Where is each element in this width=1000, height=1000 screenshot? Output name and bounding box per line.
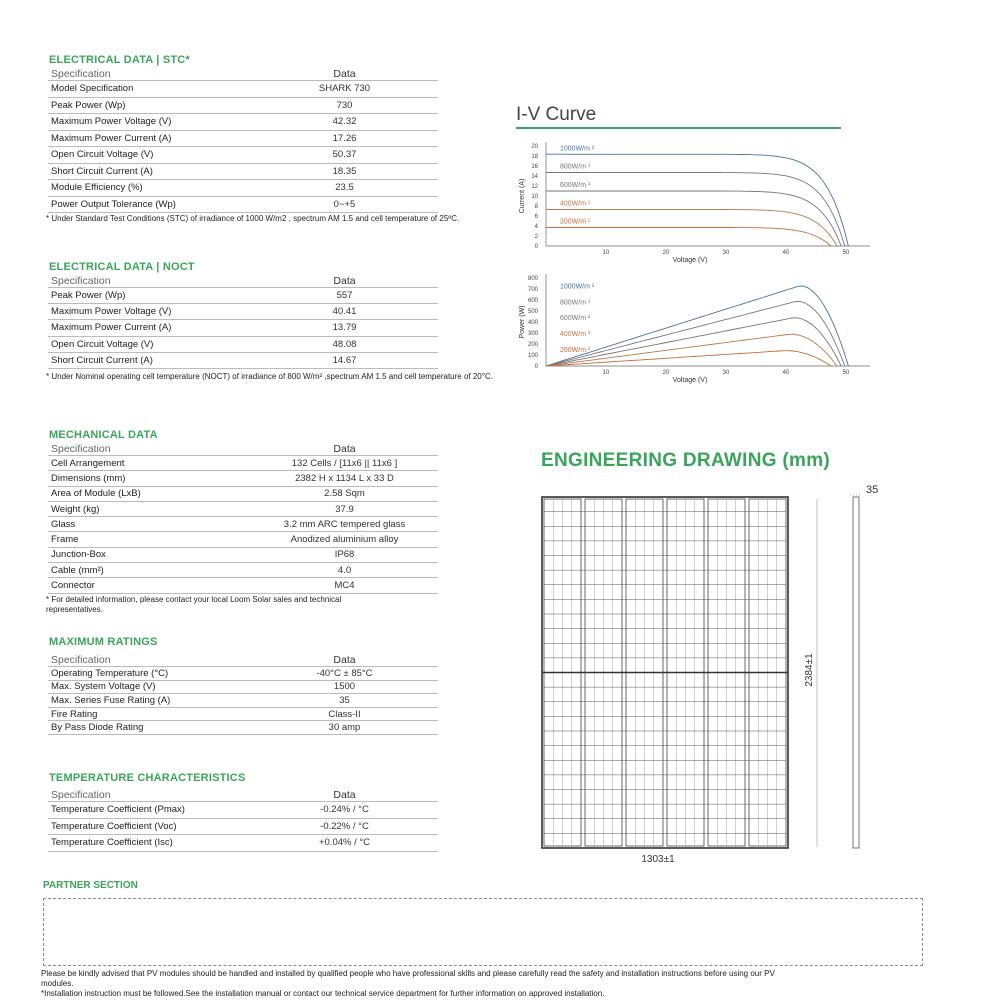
maxr-title: MAXIMUM RATINGS <box>49 636 158 648</box>
data-cell: 1500 <box>333 681 356 693</box>
spec-cell: Temperature Coefficient (Voc) <box>51 820 177 832</box>
noct-title: ELECTRICAL DATA | NOCT <box>49 261 195 273</box>
table-row <box>48 337 438 353</box>
table-row <box>48 517 438 532</box>
spec-cell: Module Efficiency (%) <box>51 182 143 194</box>
y-tick-label: 2 <box>534 234 538 240</box>
y-tick-label: 18 <box>531 154 538 160</box>
spec-cell: Cell Arrangement <box>51 457 125 469</box>
table-row <box>48 81 438 98</box>
series-label: 400W/m ² <box>560 200 591 208</box>
spec-header: Specification <box>51 654 111 666</box>
width-dimension: 1303±1 <box>641 854 675 865</box>
data-header: Data <box>333 443 356 455</box>
temp-table <box>48 787 438 852</box>
data-cell: 23.5 <box>335 182 354 194</box>
table-row <box>48 681 438 695</box>
x-tick-label: 30 <box>722 370 730 376</box>
table-row <box>48 694 438 708</box>
data-cell: -0.24% / °C <box>320 804 369 816</box>
table-row <box>48 304 438 320</box>
title-underline <box>516 127 841 129</box>
data-cell: 730 <box>336 99 353 111</box>
spec-cell: Temperature Coefficient (Isc) <box>51 837 173 849</box>
data-header: Data <box>333 789 356 801</box>
spec-cell: Weight (kg) <box>51 503 100 515</box>
x-tick-label: 50 <box>842 250 850 256</box>
table-row <box>48 667 438 681</box>
table-row <box>48 320 438 336</box>
spec-cell: Peak Power (Wp) <box>51 99 126 111</box>
spec-cell: Short Circuit Current (A) <box>51 354 153 366</box>
data-cell: -0.22% / °C <box>320 820 369 832</box>
data-cell: 4.0 <box>337 564 352 576</box>
spec-cell: Temperature Coefficient (Pmax) <box>51 804 185 816</box>
spec-cell: Peak Power (Wp) <box>51 290 126 302</box>
spec-cell: Maximum Power Voltage (V) <box>51 306 172 318</box>
y-tick-label: 500 <box>527 309 538 315</box>
table-row <box>48 471 438 486</box>
data-cell: MC4 <box>334 580 355 592</box>
table-row <box>48 835 438 852</box>
data-cell: 48.08 <box>332 338 357 350</box>
data-cell: 40.41 <box>332 306 357 318</box>
footer-instruction: *Installation instruction must be followed.See the installation manual or contact our technical service department for further information on approved installation. <box>41 989 605 998</box>
spec-cell: Open Circuit Voltage (V) <box>51 338 154 350</box>
y-tick-label: 0 <box>534 244 538 250</box>
y-tick-label: 16 <box>531 164 538 170</box>
table-row <box>48 98 438 115</box>
x-tick-label: 30 <box>722 250 730 256</box>
series-label: 600W/m ² <box>560 182 591 189</box>
stc-title: ELECTRICAL DATA | STC* <box>49 54 190 66</box>
x-axis-label: Voltage (V) <box>672 377 708 384</box>
y-tick-label: 0 <box>534 364 538 370</box>
spec-cell: Short Circuit Current (A) <box>51 165 153 177</box>
stc-table <box>48 66 438 213</box>
engineering-drawing <box>530 480 910 870</box>
y-axis-label: Current (A) <box>519 178 526 214</box>
x-tick-label: 10 <box>602 370 610 376</box>
series-label: 400W/m ² <box>560 331 591 339</box>
y-tick-label: 600 <box>527 298 538 304</box>
data-cell: SHARK 730 <box>318 83 371 95</box>
series-label: 1000W/m ² <box>560 145 595 153</box>
data-cell: 50.37 <box>332 149 357 161</box>
series-line <box>546 318 841 366</box>
pv-chart <box>510 272 890 392</box>
table-row <box>48 578 438 593</box>
table-row <box>48 708 438 722</box>
series-label: 200W/m ² <box>560 346 591 354</box>
y-tick-label: 200 <box>527 342 538 348</box>
panel-front-view <box>542 497 788 848</box>
spec-cell: Fire Rating <box>51 708 98 720</box>
data-cell: 2.58 Sqm <box>324 488 365 500</box>
series-label: 800W/m ² <box>560 163 591 171</box>
noct-note: * Under Nominal operating cell temperature (NOCT) of irradiance of 800 W/m² ,spectrum AM 1.5 and cell temperature of 20°C. <box>46 372 493 381</box>
spec-header: Specification <box>51 275 111 287</box>
spec-cell: Max. Series Fuse Rating (A) <box>51 694 171 706</box>
iv-chart <box>510 138 890 268</box>
table-row <box>48 164 438 181</box>
data-header: Data <box>333 654 356 666</box>
spec-header: Specification <box>51 789 111 801</box>
mech-note: * For detailed information, please contact your local Loom Solar sales and technical representatives. <box>46 595 342 614</box>
series-label: 1000W/m ² <box>560 283 595 291</box>
table-row <box>48 563 438 578</box>
spec-cell: Cable (mm²) <box>51 564 104 576</box>
y-axis-label: Power (W) <box>519 305 526 339</box>
data-cell: 14.67 <box>332 354 357 366</box>
y-tick-label: 14 <box>531 174 538 180</box>
table-row <box>48 197 438 214</box>
data-cell: Anodized aluminium alloy <box>290 534 399 546</box>
x-tick-label: 10 <box>602 250 610 256</box>
data-cell: IP68 <box>334 549 355 561</box>
y-tick-label: 700 <box>527 287 538 293</box>
data-cell: 35 <box>339 694 350 706</box>
height-dimension: 2384±1 <box>804 653 815 687</box>
spec-cell: Power Output Tolerance (Wp) <box>51 198 176 210</box>
table-row <box>48 721 438 735</box>
stc-note: * Under Standard Test Conditions (STC) of irradiance of 1000 W/m2 , spectrum AM 1.5 and cell temperature of 25ºC. <box>46 214 460 223</box>
table-row <box>48 502 438 517</box>
y-tick-label: 20 <box>531 144 538 150</box>
y-tick-label: 8 <box>534 204 538 210</box>
spec-cell: Frame <box>51 534 79 546</box>
table-row <box>48 114 438 131</box>
series-line <box>546 228 831 247</box>
x-tick-label: 20 <box>662 370 670 376</box>
series-label: 800W/m ² <box>560 299 591 307</box>
mech-table <box>48 441 438 594</box>
spec-cell: Connector <box>51 580 95 592</box>
data-cell: 30 amp <box>328 722 361 734</box>
data-header: Data <box>333 275 356 287</box>
data-cell: Class-II <box>328 708 361 720</box>
x-tick-label: 50 <box>842 370 850 376</box>
depth-dimension: 35 <box>866 484 879 496</box>
spec-cell: Area of Module (LxB) <box>51 488 141 500</box>
data-cell: 37.9 <box>335 503 354 515</box>
y-tick-label: 400 <box>527 320 538 326</box>
spec-cell: Open Circuit Voltage (V) <box>51 149 154 161</box>
table-row <box>48 288 438 304</box>
data-cell: +0.04% / °C <box>318 837 371 849</box>
spec-header: Specification <box>51 443 111 455</box>
series-label: 200W/m ² <box>560 218 591 226</box>
data-header: Data <box>333 68 356 80</box>
y-tick-label: 300 <box>527 331 538 337</box>
spec-cell: Junction-Box <box>51 549 106 561</box>
partner-section-box <box>43 898 923 966</box>
x-tick-label: 20 <box>662 250 670 256</box>
spec-cell: Dimensions (mm) <box>51 472 126 484</box>
x-axis-label: Voltage (V) <box>672 257 708 264</box>
y-tick-label: 10 <box>531 194 538 200</box>
data-cell: 17.26 <box>332 132 357 144</box>
y-tick-label: 12 <box>531 184 538 190</box>
maxr-table <box>48 650 438 735</box>
spec-cell: Model Specification <box>51 83 134 95</box>
data-cell: 132 Cells / [11x6 || 11x6 ] <box>291 457 398 469</box>
iv-curve-title: I-V Curve <box>516 104 597 125</box>
mech-title: MECHANICAL DATA <box>49 429 158 441</box>
temp-title: TEMPERATURE CHARACTERISTICS <box>49 772 246 784</box>
y-tick-label: 800 <box>527 276 538 282</box>
x-tick-label: 40 <box>782 370 790 376</box>
data-cell: 3.2 mm ARC tempered glass <box>283 518 406 530</box>
table-row <box>48 147 438 164</box>
table-row <box>48 802 438 819</box>
table-row <box>48 532 438 547</box>
noct-table <box>48 273 438 369</box>
data-cell: 2382 H x 1134 L x 33 D <box>295 472 394 484</box>
spec-cell: Glass <box>51 518 76 530</box>
data-cell: -40°C ± 85°C <box>316 667 373 679</box>
data-cell: 42.32 <box>332 116 357 128</box>
data-cell: 13.79 <box>332 322 357 334</box>
spec-cell: Maximum Power Voltage (V) <box>51 116 172 128</box>
table-row <box>48 819 438 836</box>
series-label: 600W/m ² <box>560 315 591 323</box>
table-row <box>48 353 438 369</box>
y-tick-label: 4 <box>534 224 538 230</box>
table-row <box>48 487 438 502</box>
footer-advisory: Please be kindly advised that PV modules should be handled and installed by qualified people who have professional skills and please carefully read the safety and installation instructions before using our PV modules. <box>41 969 775 988</box>
data-cell: 0~+5 <box>333 198 356 210</box>
data-cell: 557 <box>336 290 353 302</box>
table-row <box>48 548 438 563</box>
data-cell: 18.35 <box>332 165 357 177</box>
x-tick-label: 40 <box>782 250 790 256</box>
partner-section-title: PARTNER SECTION <box>43 880 138 891</box>
table-row <box>48 456 438 471</box>
spec-cell: Maximum Power Current (A) <box>51 132 172 144</box>
spec-cell: Maximum Power Current (A) <box>51 322 172 334</box>
spec-cell: By Pass Diode Rating <box>51 722 144 734</box>
spec-cell: Operating Temperature (°C) <box>51 667 169 679</box>
panel-side-view <box>853 497 859 848</box>
engineering-drawing-title: ENGINEERING DRAWING (mm) <box>541 450 831 471</box>
spec-header: Specification <box>51 68 111 80</box>
spec-cell: Max. System Voltage (V) <box>51 681 156 693</box>
y-tick-label: 100 <box>527 353 538 359</box>
y-tick-label: 6 <box>534 214 538 220</box>
table-row <box>48 180 438 197</box>
table-row <box>48 131 438 148</box>
